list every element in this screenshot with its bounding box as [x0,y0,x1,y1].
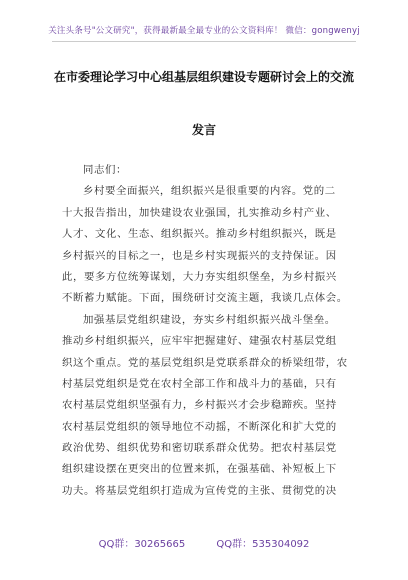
body-line: 此，要多方位统筹谋划，大力夯实组织堡垒，为乡村振兴 [62,270,337,283]
body-line: 村基层党组织是党在农村全部工作和战斗力的基础，只有 [62,377,337,390]
body-line: 农村基层党组织坚强有力，乡村振兴才会步稳蹄疾。坚持 [62,399,337,412]
body-line: 十大报告指出，加快建设农业强国，扎实推动乡村产业、 [62,206,337,219]
header-divider [52,41,356,42]
document-title: 在市委理论学习中心组基层组织建设专题研讨会上的交流 [53,70,354,84]
body-line: 乡村要全面振兴，组织振兴是很重要的内容。党的二 [83,185,336,198]
qq-group-1: QQ群：30265665 [98,539,186,550]
body-line: 乡村振兴的目标之一，也是乡村实现振兴的支持保证。因 [62,249,337,262]
body-line: 织这个重点。党的基层党组织是党联系群众的桥梁纽带，农 [62,356,348,369]
body-line: 政治优势、组织优势和密切联系群众优势。把农村基层党 [62,442,337,455]
body-line: 功夫。将基层党组织打造成为宣传党的主张、贯彻党的决 [62,484,337,497]
body-line: 农村基层党组织的领导地位不动摇，不断深化和扩大党的 [62,420,337,433]
body-line: 加强基层党组织建设，夯实乡村组织振兴战斗堡垒。 [83,313,336,326]
body-line: 不断蓄力赋能。下面，围绕研讨交流主题，我谈几点体会。 [62,292,348,305]
body-line: 人才、文化、生态、组织振兴。推动乡村组织振兴，既是 [62,228,337,241]
qq-group-2: QQ群：535304092 [216,539,310,550]
document-title-continued: 发言 [191,123,216,137]
document-body [62,160,348,502]
body-line: 推动乡村组织振兴，应牢牢把握建好、建强农村基层党组 [62,335,337,348]
footer [0,535,408,550]
body-line: 组织建设摆在更突出的位置来抓，在强基础、补短板上下 [62,463,337,476]
body-text [62,181,348,502]
source-banner: 关注头条号"公文研究"，获得最新最全最专业的公文资料库！ 微信：gongwenyj [48,26,360,36]
greeting: 同志们： [83,164,127,176]
